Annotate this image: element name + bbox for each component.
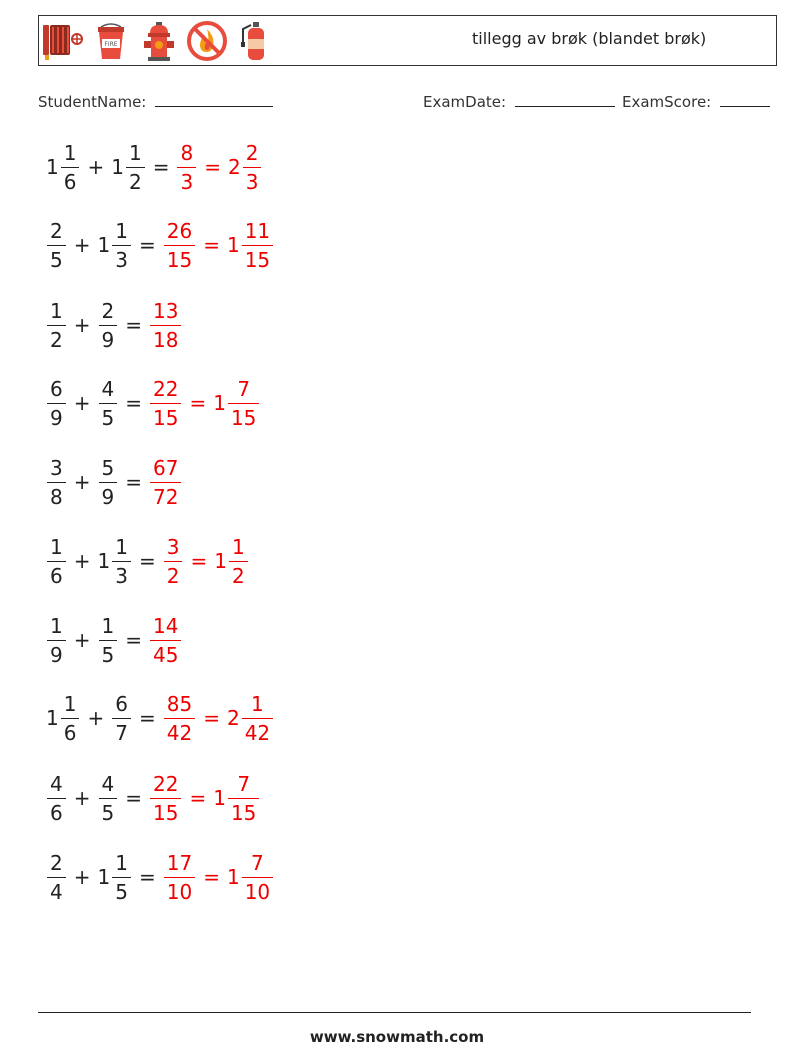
denominator: 10 [166,879,193,904]
numerator: 22 [153,376,179,401]
numerator: 2 [50,218,63,243]
fraction [61,690,80,747]
denominator: 2 [231,563,245,588]
denominator: 6 [63,720,77,745]
denominator: 15 [166,247,193,272]
addend-2 [98,533,132,590]
numerator: 4 [50,771,63,796]
numerator: 1 [128,140,142,165]
footer-divider [38,1012,751,1013]
denominator: 45 [153,642,179,667]
fire-hose-reel-icon [41,19,85,63]
exam-score-label: ExamScore: [622,93,712,111]
denominator: 5 [50,247,63,272]
numerator: 7 [237,771,251,796]
equals-sign: = [125,470,142,494]
equals-sign: = [125,628,142,652]
equals-sign: = [138,549,156,573]
fraction [99,612,118,669]
answer-fraction [150,297,181,354]
denominator: 15 [230,405,257,430]
fraction [242,217,273,274]
denominator: 4 [50,879,63,904]
numerator: 1 [50,298,63,323]
answer [149,297,182,354]
fraction [126,139,145,196]
no-fire-icon [185,19,229,63]
denominator: 7 [115,720,128,745]
fraction [99,375,118,432]
denominator: 72 [153,484,179,509]
denominator: 8 [50,484,63,509]
answer-equals-sign: = [189,786,207,810]
addend-1 [46,849,67,906]
fraction [47,217,66,274]
addend-1 [46,533,67,590]
denominator: 15 [230,800,257,825]
answer-fraction [150,454,181,511]
addend-1 [46,217,67,274]
plus-sign: + [73,628,91,652]
numerator: 14 [153,613,179,638]
answer-equals-sign: = [203,865,220,889]
answer-fraction [177,139,196,196]
addend-1 [46,612,67,669]
denominator: 42 [244,720,271,745]
exam-score-blank[interactable] [720,94,770,107]
numerator: 1 [115,850,128,875]
addend-1 [46,139,80,196]
equals-sign: = [138,233,156,257]
answer-fraction [150,770,181,827]
answer [163,217,274,274]
problem-row [46,135,262,199]
numerator: 5 [101,455,115,480]
student-name-label: StudentName: [38,93,147,111]
equals-sign: = [125,786,142,810]
answer [149,612,182,669]
numerator: 2 [101,298,115,323]
numerator: 1 [115,534,128,559]
answer [163,849,274,906]
answer-mixed-number [227,690,274,747]
numerator: 13 [153,298,179,323]
numerator: 26 [166,218,193,243]
plus-sign: + [73,233,91,257]
fraction [47,454,66,511]
numerator: 1 [231,534,245,559]
denominator: 15 [153,405,179,430]
addend-2 [98,217,132,274]
denominator: 18 [153,327,179,352]
whole-number: 1 [226,865,240,889]
whole-number: 1 [97,865,111,889]
numerator: 1 [50,534,63,559]
denominator: 2 [166,563,180,588]
worksheet-title: tillegg av brøk (blandet brøk) [472,29,707,48]
equals-sign: = [152,155,170,179]
plus-sign: + [73,786,91,810]
fraction [47,297,66,354]
denominator: 42 [166,720,193,745]
whole-number: 1 [213,786,226,810]
denominator: 9 [50,642,63,667]
fraction [228,770,259,827]
answer-mixed-number [227,217,274,274]
addend-1 [46,375,67,432]
answer-fraction [164,690,195,747]
denominator: 9 [50,405,63,430]
header-icons [41,19,277,63]
plus-sign: + [73,313,91,337]
answer-equals-sign: = [203,233,220,257]
addend-2 [111,690,132,747]
answer-mixed-number [228,139,262,196]
numerator: 7 [237,376,251,401]
answer [163,690,274,747]
fraction [112,217,131,274]
fraction [112,533,131,590]
denominator: 6 [50,800,63,825]
answer [176,139,262,196]
problem-row [46,213,274,277]
problem-row [46,766,260,830]
denominator: 3 [115,247,128,272]
addend-2 [111,139,145,196]
plus-sign: + [73,865,91,889]
svg-text:FIRE: FIRE [104,41,118,48]
fraction [61,139,80,196]
addend-2 [98,849,132,906]
problem-row [46,686,274,750]
exam-date-blank[interactable] [515,94,615,107]
numerator: 2 [245,140,259,165]
denominator: 3 [180,169,194,194]
plus-sign: + [73,549,91,573]
fire-bucket-icon [89,19,133,63]
denominator: 9 [101,327,115,352]
addend-2 [98,297,119,354]
footer-website: www.snowmath.com [309,1028,485,1046]
numerator: 67 [153,455,179,480]
addend-2 [98,454,119,511]
numerator: 8 [180,140,194,165]
addend-1 [46,297,67,354]
whole-number: 1 [226,233,240,257]
denominator: 5 [115,879,128,904]
numerator: 17 [166,850,193,875]
fraction [47,849,66,906]
denominator: 3 [115,563,128,588]
fraction [99,770,118,827]
equals-sign: = [125,313,142,337]
numerator: 22 [153,771,179,796]
denominator: 15 [244,247,271,272]
numerator: 6 [50,376,63,401]
problem-row [46,845,274,909]
numerator: 1 [251,691,264,716]
numerator: 1 [63,691,77,716]
denominator: 6 [63,169,77,194]
numerator: 1 [63,140,77,165]
answer-equals-sign: = [204,155,221,179]
exam-date-label: ExamDate: [423,93,507,111]
fraction [112,690,131,747]
fire-extinguisher-icon [233,19,277,63]
numerator: 1 [50,613,63,638]
whole-number: 1 [214,549,227,573]
answer-equals-sign: = [190,549,208,573]
problem-row [46,608,182,672]
fraction [47,770,66,827]
whole-number: 2 [226,706,240,730]
numerator: 11 [244,218,271,243]
addend-1 [46,454,67,511]
answer [163,533,249,590]
answer-fraction [164,217,195,274]
fraction [47,375,66,432]
answer-mixed-number [227,849,274,906]
whole-number: 1 [46,706,59,730]
denominator: 3 [245,169,259,194]
student-name-field [38,93,273,111]
fraction [229,533,248,590]
whole-number: 1 [97,549,111,573]
answer-fraction [164,849,195,906]
answer-mixed-number [213,770,260,827]
problem-row [46,293,182,357]
fraction [243,139,262,196]
numerator: 6 [115,691,128,716]
fraction [99,454,118,511]
plus-sign: + [87,155,105,179]
fraction [228,375,259,432]
answer-mixed-number [214,533,248,590]
numerator: 3 [50,455,63,480]
equals-sign: = [125,391,142,415]
whole-number: 1 [46,155,59,179]
addend-1 [46,770,67,827]
addend-2 [98,375,119,432]
plus-sign: + [73,391,91,415]
fraction [47,533,66,590]
plus-sign: + [87,706,105,730]
fraction [242,690,273,747]
equals-sign: = [138,865,156,889]
numerator: 1 [101,613,115,638]
answer-mixed-number [213,375,260,432]
problem-row [46,371,260,435]
numerator: 3 [166,534,180,559]
numerator: 85 [166,691,193,716]
whole-number: 1 [111,155,124,179]
denominator: 10 [244,879,271,904]
answer-fraction [164,533,183,590]
answer-fraction [150,612,181,669]
denominator: 6 [50,563,63,588]
fire-hydrant-icon [137,19,181,63]
exam-date-field [423,93,615,111]
whole-number: 1 [213,391,226,415]
addend-2 [98,612,119,669]
denominator: 9 [101,484,115,509]
numerator: 2 [50,850,63,875]
problem-row [46,450,182,514]
denominator: 5 [101,800,115,825]
addend-1 [46,690,80,747]
numerator: 7 [251,850,264,875]
fraction [47,612,66,669]
answer-fraction [150,375,181,432]
numerator: 1 [115,218,128,243]
student-name-blank[interactable] [155,94,273,107]
worksheet-header [38,15,777,66]
whole-number: 1 [97,233,111,257]
denominator: 15 [153,800,179,825]
exam-score-field [622,93,770,111]
denominator: 2 [128,169,142,194]
fraction [112,849,131,906]
denominator: 5 [101,642,115,667]
answer [149,770,260,827]
answer [149,375,260,432]
problem-row [46,529,249,593]
whole-number: 2 [227,155,241,179]
numerator: 4 [101,376,115,401]
fraction [242,849,273,906]
numerator: 4 [101,771,115,796]
plus-sign: + [73,470,91,494]
answer-equals-sign: = [189,391,207,415]
equals-sign: = [138,706,156,730]
addend-2 [98,770,119,827]
answer-equals-sign: = [203,706,220,730]
denominator: 2 [50,327,63,352]
fraction [99,297,118,354]
answer [149,454,182,511]
denominator: 5 [101,405,115,430]
